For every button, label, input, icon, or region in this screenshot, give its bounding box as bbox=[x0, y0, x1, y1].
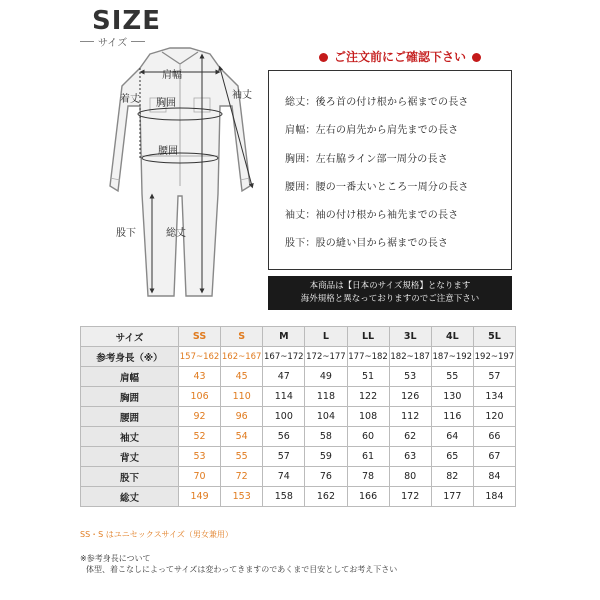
bullet-dot bbox=[472, 53, 481, 62]
label-mata: 股下 bbox=[116, 228, 136, 239]
table-cell: 110 bbox=[221, 387, 263, 407]
table-cell: 106 bbox=[179, 387, 221, 407]
table-cell: 74 bbox=[263, 467, 305, 487]
label-mune: 胸囲 bbox=[156, 98, 176, 109]
table-cell: 100 bbox=[263, 407, 305, 427]
notice-line: 股下：股の縫い目から裾までの長さ bbox=[285, 238, 449, 250]
table-cell: 82 bbox=[431, 467, 473, 487]
notice-line: 腰囲：腰の一番太いところ一周分の長さ bbox=[285, 181, 469, 193]
size-header: 5L bbox=[473, 327, 515, 347]
notice-line: 総丈：後ろ首の付け根から裾までの長さ bbox=[285, 97, 469, 108]
table-row bbox=[81, 407, 516, 427]
table-cell: 120 bbox=[473, 407, 515, 427]
label-soutake: 総丈 bbox=[166, 228, 186, 239]
table-cell: 59 bbox=[305, 447, 347, 467]
table-cell: 62 bbox=[389, 427, 431, 447]
table-cell: 112 bbox=[389, 407, 431, 427]
table-cell: 167~172 bbox=[263, 347, 305, 367]
table-cell: 65 bbox=[431, 447, 473, 467]
table-cell: 52 bbox=[179, 427, 221, 447]
table-cell: 177 bbox=[431, 487, 473, 507]
table-cell: 55 bbox=[431, 367, 473, 387]
table-cell: 54 bbox=[221, 427, 263, 447]
label-katahaba: 肩幅 bbox=[162, 70, 182, 81]
table-cell: 114 bbox=[263, 387, 305, 407]
table-cell: 70 bbox=[179, 467, 221, 487]
page-title: SIZE bbox=[92, 6, 162, 36]
row-label: 背丈 bbox=[81, 447, 179, 467]
table-cell: 57 bbox=[263, 447, 305, 467]
label-koshi: 腰囲 bbox=[158, 146, 178, 157]
table-row bbox=[81, 447, 516, 467]
table-cell: 78 bbox=[347, 467, 389, 487]
table-row bbox=[81, 487, 516, 507]
table-cell: 157~162 bbox=[179, 347, 221, 367]
row-label: 股下 bbox=[81, 467, 179, 487]
table-cell: 67 bbox=[473, 447, 515, 467]
size-standard-banner bbox=[268, 276, 512, 310]
unisex-note: SS・S はユニセックスサイズ（男女兼用） bbox=[80, 530, 233, 539]
table-cell: 80 bbox=[389, 467, 431, 487]
size-header: 3L bbox=[389, 327, 431, 347]
table-cell: 53 bbox=[179, 447, 221, 467]
table-cell: 49 bbox=[305, 367, 347, 387]
table-cell: 162~167 bbox=[221, 347, 263, 367]
row-label: 参考身長（※） bbox=[81, 347, 179, 367]
size-header: M bbox=[263, 327, 305, 347]
size-table bbox=[80, 326, 516, 507]
table-cell: 149 bbox=[179, 487, 221, 507]
notice-line: 胸囲：左右脇ライン部一周分の長さ bbox=[285, 153, 448, 165]
table-cell: 56 bbox=[263, 427, 305, 447]
table-cell: 72 bbox=[221, 467, 263, 487]
reference-height-note bbox=[80, 553, 397, 575]
table-cell: 104 bbox=[305, 407, 347, 427]
table-cell: 172~177 bbox=[305, 347, 347, 367]
coverall-illustration bbox=[80, 46, 280, 306]
size-header: S bbox=[221, 327, 263, 347]
reference-note-body: 体型、着こなしによってサイズは変わってきますのであくまで目安としてお考え下さい bbox=[86, 565, 398, 574]
table-cell: 51 bbox=[347, 367, 389, 387]
row-label: 腰囲 bbox=[81, 407, 179, 427]
table-cell: 58 bbox=[305, 427, 347, 447]
divider bbox=[131, 41, 145, 42]
table-cell: 158 bbox=[263, 487, 305, 507]
table-cell: 43 bbox=[179, 367, 221, 387]
table-cell: 130 bbox=[431, 387, 473, 407]
label-sode: 袖丈 bbox=[232, 90, 252, 101]
row-label: 胸囲 bbox=[81, 387, 179, 407]
table-cell: 166 bbox=[347, 487, 389, 507]
table-cell: 162 bbox=[305, 487, 347, 507]
table-cell: 84 bbox=[473, 467, 515, 487]
bullet-dot bbox=[319, 53, 328, 62]
table-cell: 192~197 bbox=[473, 347, 515, 367]
table-cell: 118 bbox=[305, 387, 347, 407]
row-label: 肩幅 bbox=[81, 367, 179, 387]
table-header-row bbox=[81, 327, 516, 347]
notice-box bbox=[268, 70, 512, 270]
table-cell: 172 bbox=[389, 487, 431, 507]
table-cell: 184 bbox=[473, 487, 515, 507]
table-cell: 61 bbox=[347, 447, 389, 467]
table-cell: 134 bbox=[473, 387, 515, 407]
row-label: 総丈 bbox=[81, 487, 179, 507]
table-cell: 63 bbox=[389, 447, 431, 467]
notice-line: 袖丈：袖の付け根から袖先までの長さ bbox=[285, 210, 459, 222]
notice-line: 肩幅：左右の肩先から肩先までの長さ bbox=[285, 125, 459, 137]
banner-line: 本商品は【日本のサイズ規格】となります bbox=[309, 281, 471, 291]
coverall-diagram bbox=[80, 46, 280, 306]
label-kitake: 着丈 bbox=[120, 94, 140, 105]
table-cell: 92 bbox=[179, 407, 221, 427]
size-header: L bbox=[305, 327, 347, 347]
table-cell: 96 bbox=[221, 407, 263, 427]
table-cell: 182~187 bbox=[389, 347, 431, 367]
table-cell: 66 bbox=[473, 427, 515, 447]
size-header: SS bbox=[179, 327, 221, 347]
subtitle-text: サイズ bbox=[98, 38, 128, 49]
notice-heading bbox=[280, 48, 520, 65]
table-cell: 126 bbox=[389, 387, 431, 407]
reference-note-title: ※参考身長について bbox=[80, 554, 151, 563]
table-row bbox=[81, 367, 516, 387]
table-cell: 76 bbox=[305, 467, 347, 487]
table-row bbox=[81, 427, 516, 447]
size-header: LL bbox=[347, 327, 389, 347]
table-cell: 47 bbox=[263, 367, 305, 387]
table-cell: 64 bbox=[431, 427, 473, 447]
notice-heading-text: ご注文前にご確認下さい bbox=[333, 50, 466, 64]
table-cell: 55 bbox=[221, 447, 263, 467]
table-cell: 177~182 bbox=[347, 347, 389, 367]
header-label: サイズ bbox=[81, 327, 179, 347]
row-label: 袖丈 bbox=[81, 427, 179, 447]
table-row bbox=[81, 467, 516, 487]
banner-line: 海外規格と異なっておりますのでご注意下さい bbox=[300, 294, 480, 304]
table-cell: 187~192 bbox=[431, 347, 473, 367]
table-row bbox=[81, 387, 516, 407]
table-cell: 45 bbox=[221, 367, 263, 387]
table-cell: 108 bbox=[347, 407, 389, 427]
table-cell: 122 bbox=[347, 387, 389, 407]
divider bbox=[80, 41, 94, 42]
table-row bbox=[81, 347, 516, 367]
table-cell: 53 bbox=[389, 367, 431, 387]
table-cell: 116 bbox=[431, 407, 473, 427]
size-header: 4L bbox=[431, 327, 473, 347]
table-cell: 153 bbox=[221, 487, 263, 507]
table-cell: 57 bbox=[473, 367, 515, 387]
table-cell: 60 bbox=[347, 427, 389, 447]
